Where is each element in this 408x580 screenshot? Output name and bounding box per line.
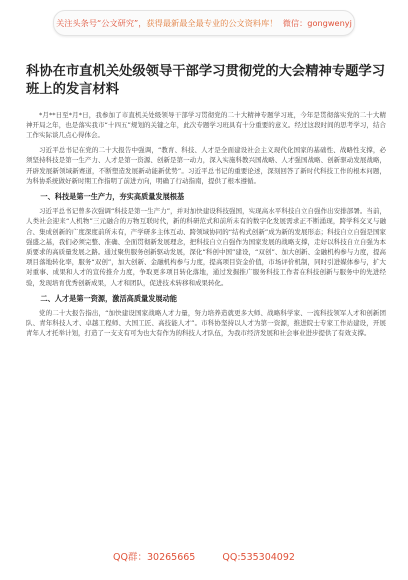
qq-group-text: QQ群：30265665: [113, 552, 196, 563]
body-paragraph: 习近平总书记在党的二十大报告中强调，“教育、科技、人才是全面建设社会主义现代化国家的基础性、战略性支撑，必须坚持科技是第一生产力、人才是第一资源、创新是第一动力，深入实施科教兴国战略、人才强国战略、创新驱动发展战略，开辟发展新领域新赛道，不断塑造发展新动能新优势”。习近平总书记的重要论述，深刻回答了新时代科技工作的根本问题，为科协系统做好新时期工作指明了前进方向，明确了行动指南，提供了根本遵循。: [26, 146, 386, 185]
document-body: [26, 110, 386, 540]
body-paragraph: 党的二十大报告指出，“加快建设国家战略人才力量，努力培养造就更多大师、战略科学家、一流科技领军人才和创新团队、青年科技人才、卓越工程师、大国工匠、高技能人才”。市科协坚持以人才为第一资源，推进院士专家工作站建设，开展青年人才托举计划，打造了一支支有可为也大有作为的科技人才队伍，为我市经济发展和社会事业进步提供了有效支撑。: [26, 308, 386, 338]
document-title: 科协在市直机关处级领导干部学习贯彻党的大会精神专题学习班上的发言材料: [26, 64, 386, 97]
promo-banner-resource-text: 获得最新最全最专业的公文资料库！: [146, 18, 278, 28]
body-paragraph: 习近平总书记曾多次强调“科技是第一生产力”，并对加快建设科技强国，实现高水平科技自立自强作出安排部署。当前，人类社会迎来“人机物”三元融合的万物互联时代，新的科研范式和前所未有的数字化发展需求正不断涌现，跨学科交叉与融合、集成创新的广度深度前所未有，产学研多主体互动、跨领域协同的“结构式创新”成为新的发展形态；科技自立自强是国家强盛之基，我们必须完整、准确、全面贯彻新发展理念，把科技自立自强作为国家发展的战略支撑，走好以科技自立自强为本质要求的高质量发展之路。通过聚焦服务创新驱动发展，深化“科创中国”建设，“双创”、加大创新、金融机构参与力度，提高项目落地转化率，服务“双创”，加大创新、金融机构参与力度，提高项目资金价值，市场评价机制，同时引进媒体参与，扩大对重事、成果和人才的宣传推介力度，争取更多项目转化落地，通过发掘推广服务科技工作者在科技创新与服务中的先进经验，发现培育优秀创新成果，人才和团队，促进技术转移和成果转化。: [26, 207, 386, 287]
body-paragraph: *月**日至*月*日，我参加了市直机关处级领导干部学习贯彻党的二十大精神专题学习班，今年是贯彻落实党的二十大精神开局之年，也是落实我市“十四五”规划的关键之年，此次专题学习班具有十分重要的意义。经过这段时间的思考学习，结合工作实际谈几点心得体会。: [26, 111, 386, 140]
section-heading: 一、科技是第一生产力，夯实高质量发展根基: [40, 191, 185, 201]
section-heading: 二、人才是第一资源，激活高质量发展动能: [40, 293, 177, 303]
contact-footer: [0, 549, 408, 563]
promo-banner-wechat-text: 微信：gongwenyj: [282, 18, 352, 28]
promo-banner: [53, 10, 355, 36]
promo-banner-follow-text: 关注头条号“公文研究”，: [56, 18, 147, 28]
qq-contact-text: QQ:535304092: [222, 552, 295, 563]
